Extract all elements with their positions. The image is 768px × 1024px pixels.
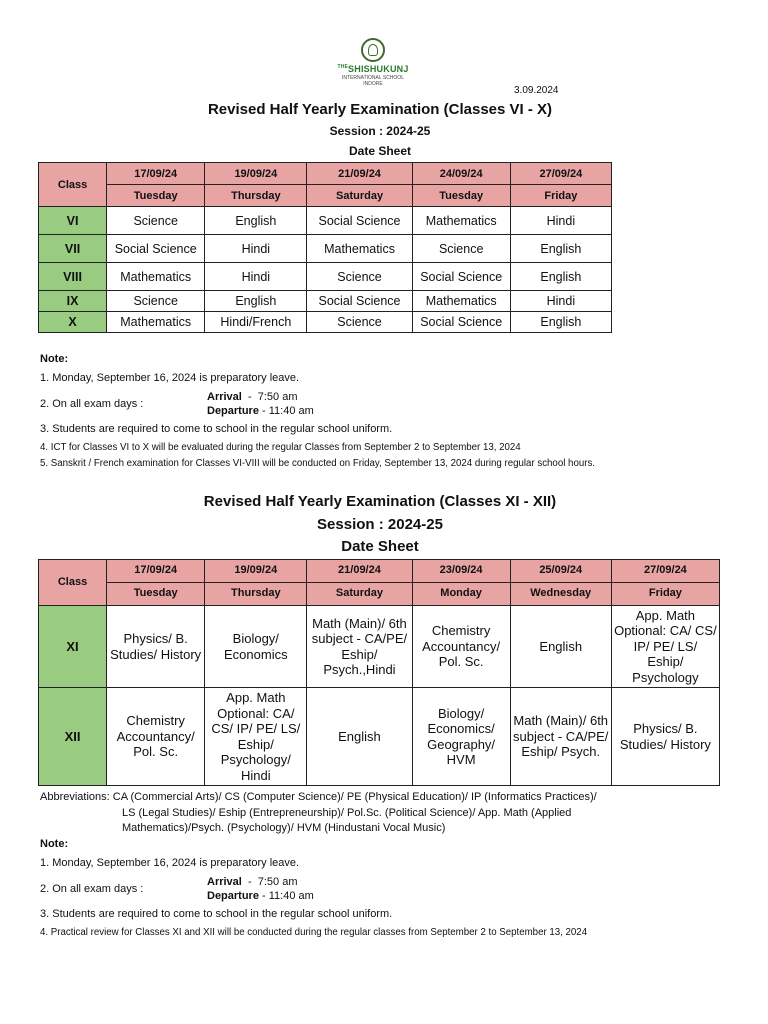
table-row	[39, 312, 612, 333]
subject-cell: Science	[307, 263, 412, 291]
subject-cell: Biology/ Economics/ Geography/ HVM	[412, 688, 510, 786]
subject-cell: App. Math Optional: CA/ CS/ IP/ PE/ LS/ Eship/ Psychology/ Hindi	[205, 688, 307, 786]
class-label: XI	[39, 606, 107, 688]
departure-time: Departure - 11:40 am	[207, 890, 314, 902]
arrival-time: Arrival - 7:50 am	[207, 876, 298, 888]
section1-subtitle: Date Sheet	[348, 144, 412, 158]
note-heading: Note:	[40, 353, 69, 365]
subject-cell: Math (Main)/ 6th subject - CA/PE/ Eship/ Psych.	[510, 688, 611, 786]
school-name: $^{THE}$SHISHUKUNJ	[337, 64, 409, 74]
exam-day: Saturday	[307, 583, 412, 606]
subject-cell: Chemistry Accountancy/ Pol. Sc.	[107, 688, 205, 786]
table-row	[39, 606, 720, 688]
subject-cell: Hindi	[205, 263, 307, 291]
school-city: INDORE	[363, 81, 383, 87]
note-line: 5. Sanskrit / French examination for Classes VI-VIII will be conducted on Friday, September 13, 2024 during regular school hours.	[40, 458, 595, 469]
subject-cell: Hindi/French	[205, 312, 307, 333]
subject-cell: Science	[107, 207, 205, 235]
subject-cell: Mathematics	[412, 207, 510, 235]
subject-cell: English	[510, 235, 611, 263]
subject-cell: Social Science	[307, 291, 412, 312]
subject-cell: Biology/ Economics	[205, 606, 307, 688]
subject-cell: English	[510, 606, 611, 688]
exam-day: Thursday	[205, 583, 307, 606]
class-header: Class	[39, 163, 107, 207]
note-line: 4. ICT for Classes VI to X will be evaluated during the regular Classes from September 2 to September 13, 2024	[40, 442, 521, 453]
subject-cell: Hindi	[510, 207, 611, 235]
subject-cell: Mathematics	[107, 263, 205, 291]
subject-cell: English	[510, 263, 611, 291]
class-label: VIII	[39, 263, 107, 291]
note-line: 2. On all exam days :	[40, 398, 144, 410]
section2-title: Revised Half Yearly Examination (Classes XI - XII)	[203, 493, 557, 510]
subject-cell: English	[205, 291, 307, 312]
exam-day: Tuesday	[107, 583, 205, 606]
exam-day: Friday	[611, 583, 719, 606]
table-row	[39, 235, 612, 263]
section2-subtitle: Date Sheet	[341, 538, 419, 555]
class-label: X	[39, 312, 107, 333]
subject-cell: Math (Main)/ 6th subject - CA/PE/ Eship/ Psych.,Hindi	[307, 606, 412, 688]
subject-cell: Chemistry Accountancy/ Pol. Sc.	[412, 606, 510, 688]
subject-cell: English	[205, 207, 307, 235]
note-line: 3. Students are required to come to school in the regular school uniform.	[40, 908, 393, 920]
exam-date: 17/09/24	[107, 163, 205, 185]
subject-cell: Science	[412, 235, 510, 263]
subject-cell: Mathematics	[307, 235, 412, 263]
class-label: XII	[39, 688, 107, 786]
table-row	[39, 688, 720, 786]
class-header: Class	[39, 560, 107, 606]
school-subtitle: INTERNATIONAL SCHOOL	[342, 75, 404, 81]
abbreviations: Abbreviations: CA (Commercial Arts)/ CS (Computer Science)/ PE (Physical Education)/ IP (Informatics Practices)/ LS (Legal Studies)/ Eship (Entrepreneurship)/ Pol.Sc. (Political Science)/ App. Math (Applied Mathematics)/Psych. (Psychology)/ HVM (Hindustani Vocal Music)	[40, 791, 597, 834]
subject-cell: Mathematics	[107, 312, 205, 333]
class-label: VI	[39, 207, 107, 235]
note-line: 4. Practical review for Classes XI and XII will be conducted during the regular classes from September 2 to September 13, 2024	[40, 927, 588, 938]
subject-cell: English	[307, 688, 412, 786]
table-row	[39, 207, 612, 235]
table-row	[39, 263, 612, 291]
class-label: IX	[39, 291, 107, 312]
exam-date: 19/09/24	[205, 163, 307, 185]
subject-cell: Social Science	[307, 207, 412, 235]
arrival-time: Arrival - 7:50 am	[207, 391, 298, 403]
note-line: 2. On all exam days :	[40, 883, 144, 895]
exam-date: 21/09/24	[307, 560, 412, 583]
subject-cell: Social Science	[107, 235, 205, 263]
exam-date: 27/09/24	[510, 163, 611, 185]
subject-cell: Physics/ B. Studies/ History	[107, 606, 205, 688]
exam-day: Saturday	[307, 185, 412, 207]
subject-cell: Social Science	[412, 312, 510, 333]
exam-day: Friday	[510, 185, 611, 207]
section1-session: Session : 2024-25	[329, 124, 431, 138]
subject-cell: Mathematics	[412, 291, 510, 312]
document-date: 3.09.2024	[514, 85, 559, 96]
exam-day: Tuesday	[412, 185, 510, 207]
note-heading: Note:	[40, 838, 69, 850]
subject-cell: English	[510, 312, 611, 333]
date-sheet-table-vi-x	[38, 162, 612, 333]
subject-cell: Hindi	[510, 291, 611, 312]
class-label: VII	[39, 235, 107, 263]
note-line: 1. Monday, September 16, 2024 is preparatory leave.	[40, 372, 300, 384]
subject-cell: Hindi	[205, 235, 307, 263]
subject-cell: Science	[107, 291, 205, 312]
subject-cell: Physics/ B. Studies/ History	[611, 688, 719, 786]
subject-cell: Science	[307, 312, 412, 333]
subject-cell: App. Math Optional: CA/ CS/ IP/ PE/ LS/ Eship/ Psychology	[611, 606, 719, 688]
exam-day: Tuesday	[107, 185, 205, 207]
exam-date: 23/09/24	[412, 560, 510, 583]
subject-cell: Social Science	[412, 263, 510, 291]
exam-day: Monday	[412, 583, 510, 606]
exam-date: 24/09/24	[412, 163, 510, 185]
section2-session: Session : 2024-25	[317, 516, 443, 533]
date-sheet-table-xi-xii	[38, 559, 720, 786]
table-row	[39, 291, 612, 312]
school-emblem-icon	[361, 38, 385, 62]
exam-date: 19/09/24	[205, 560, 307, 583]
exam-day: Thursday	[205, 185, 307, 207]
exam-day: Wednesday	[510, 583, 611, 606]
exam-date: 27/09/24	[611, 560, 719, 583]
note-line: 1. Monday, September 16, 2024 is preparatory leave.	[40, 857, 300, 869]
departure-time: Departure - 11:40 am	[207, 405, 314, 417]
note-line: 3. Students are required to come to school in the regular school uniform.	[40, 423, 393, 435]
school-logo	[333, 38, 413, 87]
exam-date: 17/09/24	[107, 560, 205, 583]
exam-date: 25/09/24	[510, 560, 611, 583]
exam-date: 21/09/24	[307, 163, 412, 185]
section1-title: Revised Half Yearly Examination (Classes VI - X)	[207, 101, 553, 118]
